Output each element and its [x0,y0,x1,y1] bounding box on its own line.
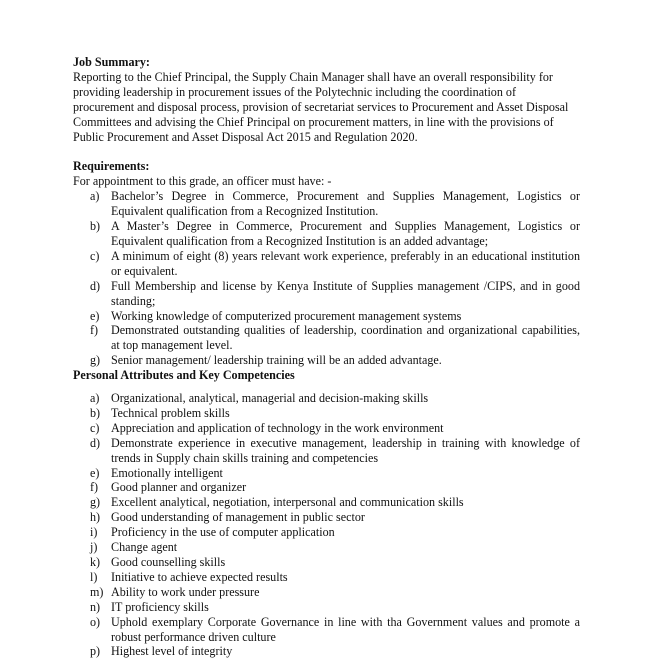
list-item [73,466,580,481]
list-item-text: A minimum of eight (8) years relevant work experience, preferably in an educational institution or equivalent. [111,248,580,278]
list-marker: b) [90,219,101,234]
list-item [73,525,580,540]
list-marker: p) [90,644,101,659]
list-item-text: Technical problem skills [111,405,230,420]
list-item-text: Highest level of integrity [111,644,233,659]
requirements-section [73,159,580,368]
list-item [73,309,580,324]
list-item-text: Good planner and organizer [111,480,247,495]
list-marker: g) [90,495,101,510]
section-spacer [73,144,580,159]
list-item [73,585,580,600]
heading-spacer [73,383,580,391]
list-item-text: Proficiency in the use of computer application [111,525,335,540]
list-marker: k) [90,555,101,569]
list-marker: c) [90,248,100,263]
list-item [73,421,580,436]
document-page [73,55,580,659]
list-marker: n) [90,599,101,614]
job-summary-section [73,55,580,144]
list-item [73,189,580,219]
list-item-text: Initiative to achieve expected results [111,569,288,584]
list-marker: f) [90,480,99,495]
list-item [73,353,580,368]
list-marker: b) [90,405,101,420]
requirements-heading: Requirements: [73,159,150,174]
list-marker: d) [90,278,101,293]
list-item-text: Good counselling skills [111,555,226,569]
list-item-text: A Master’s Degree in Commerce, Procurement and Supplies Management, Logistics or Equivalent qualification from a Recognized Institution is an added advantage; [111,219,580,248]
requirements-intro: For appointment to this grade, an officer must have: - [73,174,332,189]
list-marker: m) [90,584,104,599]
list-item-text: Uphold exemplary Corporate Governance in line with tha Government values and promote a robust performance driven culture [111,614,580,644]
list-marker: o) [90,614,101,629]
list-item-text: Emotionally intelligent [111,465,223,480]
list-item [73,540,580,555]
list-marker: d) [90,435,101,450]
list-marker: e) [90,308,100,323]
list-marker: i) [90,525,98,540]
list-marker: l) [90,569,98,584]
list-marker: g) [90,353,101,368]
list-item-text: Demonstrated outstanding qualities of leadership, coordination and organizational capabilities, at top management level. [111,323,580,353]
list-item [73,323,580,353]
list-item-text: Bachelor’s Degree in Commerce, Procurement and Supplies Management, Logistics or Equivalent qualification from a Recognized Institution. [111,189,580,219]
list-item [73,570,580,585]
list-item-text: Appreciation and application of technology in the work environment [111,420,444,435]
list-item-text: Demonstrate experience in executive management, leadership in training with knowledge of trends in Supply chain skills training and competencies [111,435,580,465]
list-item-text: Full Membership and license by Kenya Institute of Supplies management /CIPS, and in good standing; [111,278,580,308]
list-item [73,391,580,406]
list-item-text: Excellent analytical, negotiation, interpersonal and communication skills [111,495,464,510]
personal-attributes-list [73,391,580,659]
list-item-text: Ability to work under pressure [111,584,260,599]
list-item [73,436,580,466]
list-item [73,279,580,309]
list-marker: j) [90,540,98,555]
list-item [73,249,580,279]
list-item [73,615,580,645]
list-item-text: Organizational, analytical, managerial and decision-making skills [111,391,429,406]
list-item [73,219,580,249]
list-item [73,644,580,659]
personal-attributes-heading: Personal Attributes and Key Competencies [73,368,295,383]
list-item [73,480,580,495]
list-item-text: Working knowledge of computerized procurement management systems [111,308,462,323]
list-item [73,600,580,615]
requirements-list [73,189,580,368]
list-marker: c) [90,420,100,435]
list-item [73,555,580,570]
personal-attributes-section [73,368,580,659]
list-item [73,495,580,510]
list-item-text: Change agent [111,540,178,555]
list-marker: e) [90,465,100,480]
job-summary-heading: Job Summary: [73,55,150,69]
list-item-text: Senior management/ leadership training will be an added advantage. [111,353,442,368]
list-marker: a) [90,189,100,204]
list-item [73,406,580,421]
list-item [73,510,580,525]
list-marker: h) [90,510,101,525]
list-marker: a) [90,391,100,406]
job-summary-text: Reporting to the Chief Principal, the Supply Chain Manager shall have an overall responsibility for providing leadership in procurement issues of the Polytechnic including the coordination of procurement and disposal process, provision of secretariat services to Procurement and Asset Disposal Committees and advising the Chief Principal on procurement matters, in line with the provisions of Public Procurement and Asset Disposal Act 2015 and Regulation 2020. [73,69,569,144]
list-marker: f) [90,323,99,338]
list-item-text: Good understanding of management in public sector [111,510,365,525]
list-item-text: IT proficiency skills [111,599,209,614]
